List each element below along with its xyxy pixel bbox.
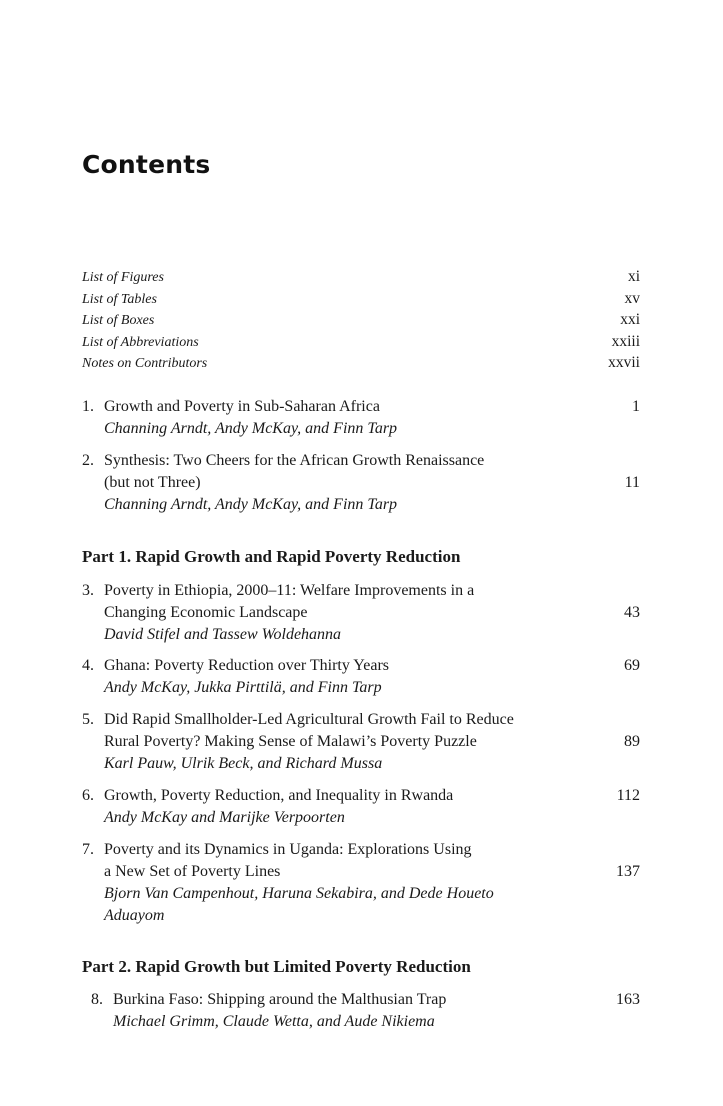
page-number: xxi — [620, 311, 640, 329]
chapter-title: Synthesis: Two Cheers for the African Growth Renaissance — [104, 452, 485, 469]
front-matter-label: List of Figures — [82, 270, 164, 285]
page-number: 43 — [624, 604, 640, 621]
chapter-number: 7. — [82, 841, 94, 858]
page-number: 1 — [632, 398, 640, 415]
chapter-authors: Andy McKay, Jukka Pirttilä, and Finn Tarp — [104, 679, 382, 696]
chapter-entry[interactable] — [82, 785, 640, 829]
chapter-authors: Michael Grimm, Claude Wetta, and Aude Nikiema — [113, 1013, 435, 1030]
page-number: 89 — [624, 733, 640, 750]
page-number: 11 — [624, 474, 640, 491]
chapter-title: Burkina Faso: Shipping around the Malthusian Trap — [113, 991, 447, 1008]
chapter-authors: Channing Arndt, Andy McKay, and Finn Tarp — [104, 496, 398, 513]
front-matter-item[interactable] — [82, 333, 640, 355]
chapter-number: 6. — [82, 787, 94, 804]
page-title: Contents — [82, 150, 211, 179]
front-matter-label: List of Boxes — [82, 313, 155, 329]
chapter-title: Did Rapid Smallholder-Led Agricultural Growth Fail to Reduce — [104, 711, 514, 728]
chapter-number: 1. — [82, 398, 94, 415]
part-heading: Part 2. Rapid Growth but Limited Poverty Reduction — [82, 957, 471, 976]
page-number: 69 — [624, 657, 640, 674]
chapter-authors: Aduayom — [104, 907, 165, 924]
chapter-authors: Andy McKay and Marijke Verpoorten — [104, 809, 345, 826]
chapter-title: Ghana: Poverty Reduction over Thirty Years — [104, 657, 389, 674]
chapter-entry[interactable] — [82, 709, 640, 775]
front-matter-item[interactable] — [82, 290, 640, 312]
page-number: xv — [624, 289, 640, 307]
chapter-title: Poverty in Ethiopia, 2000–11: Welfare Improvements in a — [104, 582, 475, 599]
page-number: xxvii — [608, 354, 640, 372]
chapter-authors: David Stifel and Tassew Woldehanna — [104, 626, 342, 643]
front-matter-label: List of Abbreviations — [82, 334, 199, 350]
chapter-authors: Channing Arndt, Andy McKay, and Finn Tarp — [104, 420, 398, 437]
front-matter-label: List of Tables — [82, 291, 157, 307]
chapter-title: Rural Poverty? Making Sense of Malawi’s Poverty Puzzle — [104, 733, 477, 750]
page-number: 137 — [616, 863, 640, 880]
chapter-entry[interactable] — [82, 580, 640, 646]
page-number: xxiii — [611, 332, 640, 350]
chapter-number: 4. — [82, 657, 94, 674]
front-matter-item[interactable] — [82, 311, 640, 333]
front-matter-item[interactable] — [82, 354, 640, 376]
chapter-entry[interactable] — [82, 396, 640, 440]
chapter-entry[interactable] — [82, 655, 640, 699]
front-matter-list — [82, 268, 640, 376]
chapter-title: Changing Economic Landscape — [104, 604, 308, 621]
front-matter-label: Notes on Contributors — [82, 356, 208, 372]
chapter-title: Poverty and its Dynamics in Uganda: Explorations Using — [104, 841, 472, 858]
chapter-entry[interactable] — [82, 450, 640, 516]
chapter-number: 5. — [82, 711, 94, 728]
chapter-authors: Bjorn Van Campenhout, Haruna Sekabira, and Dede Houeto — [104, 885, 494, 902]
part-heading: Part 1. Rapid Growth and Rapid Poverty Reduction — [82, 547, 461, 566]
page-number: xi — [627, 268, 640, 285]
chapter-authors: Karl Pauw, Ulrik Beck, and Richard Mussa — [104, 755, 383, 772]
chapter-entry[interactable] — [82, 989, 640, 1033]
chapter-title: Growth and Poverty in Sub-Saharan Africa — [104, 398, 380, 415]
chapter-number: 2. — [82, 452, 94, 469]
chapter-title: Growth, Poverty Reduction, and Inequality in Rwanda — [104, 787, 454, 804]
page-number: 163 — [616, 991, 640, 1008]
chapter-number: 3. — [82, 582, 94, 599]
chapter-title: a New Set of Poverty Lines — [104, 863, 281, 880]
chapter-number: 8. — [91, 991, 103, 1008]
chapter-entry[interactable] — [82, 839, 640, 927]
page-number: 112 — [616, 787, 640, 804]
chapter-title: (but not Three) — [104, 474, 201, 491]
front-matter-item[interactable] — [82, 268, 640, 290]
